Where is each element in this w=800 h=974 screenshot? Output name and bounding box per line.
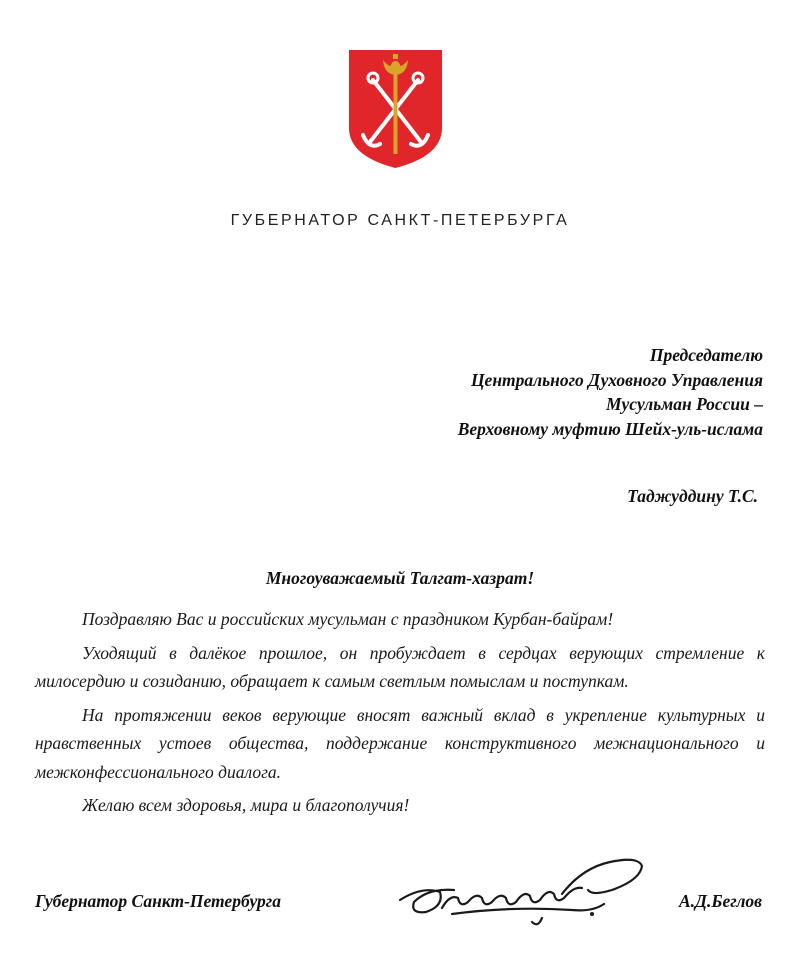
coat-of-arms-emblem [347,48,444,170]
addressee-line: Верховному муфтию Шейх-уль-ислама [457,418,763,439]
body-paragraph: На протяжении веков верующие вносят важный вклад в укрепление культурных и нравственных устоев общества, поддержание конструктивного межнационального и межконфессионального диалога. [35,704,765,782]
addressee-block [458,343,763,441]
addressee-line: Центрального Духовного Управления [470,369,763,390]
addressee-line: Председателю [649,345,763,365]
body-paragraph: Поздравляю Вас и российских мусульман с праздником Курбан-байрам! [82,609,614,629]
signatory-title: Губернатор Санкт-Петербурга [35,891,281,911]
addressee-line: Мусульман России – [605,394,763,414]
signatory-name: А.Д.Беглов [678,891,762,911]
body-paragraph: Уходящий в далёкое прошлое, он пробуждает в сердцах верующих стремление к милосердию и созиданию, обращает к самым светлым помыслам и поступкам. [35,642,765,691]
letter-body [35,605,765,825]
handwritten-signature [392,848,664,938]
salutation: Многоуважаемый Талгат-хазрат! [265,568,535,588]
letterhead-title: ГУБЕРНАТОР САНКТ-ПЕТЕРБУРГА [230,212,570,229]
body-paragraph: Желаю всем здоровья, мира и благополучия! [82,795,410,815]
addressee-name: Таджуддину Т.С. [627,486,758,506]
